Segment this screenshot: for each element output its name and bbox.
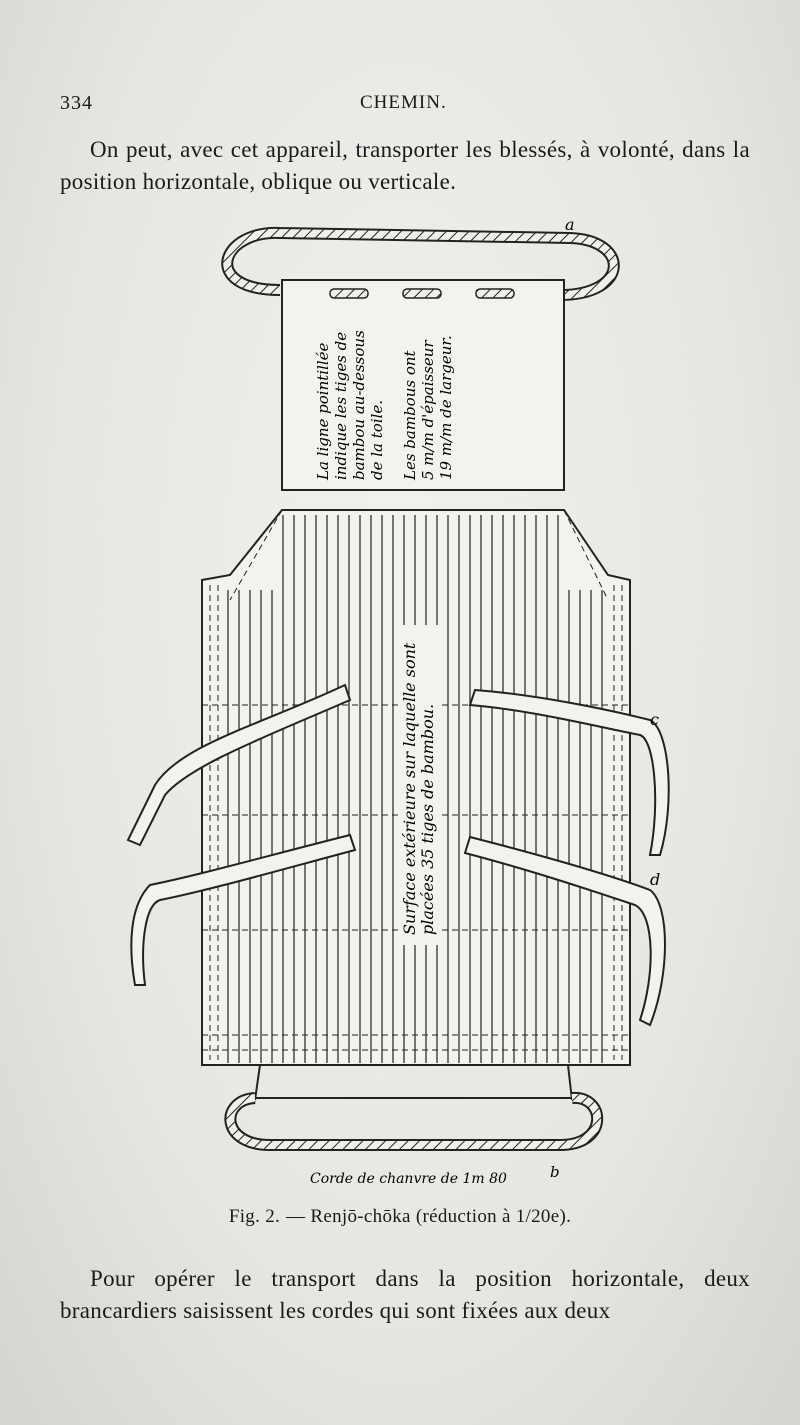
label-d: d [650, 870, 661, 889]
page-header [60, 92, 750, 122]
stretcher-diagram [110, 205, 690, 1195]
note-dotted-line-1: La ligne pointillée [314, 342, 332, 480]
note-dotted-line-3: bambou au-dessous [350, 330, 368, 480]
note-dotted-line-4: de la toile. [368, 399, 386, 480]
note-bamboo [401, 335, 455, 481]
note-surface-1: Surface extérieure sur laquelle sont [400, 642, 419, 935]
running-head: CHEMIN. [360, 92, 447, 113]
caption-text: — Renjō-chōka (réduction à 1/20e). [286, 1206, 572, 1227]
caption-label: Fig. 2. [228, 1206, 281, 1227]
rope-slots [330, 289, 514, 298]
label-a: a [565, 215, 575, 234]
rope-label: Corde de chanvre de 1m 80 [310, 1171, 507, 1187]
figure-caption [0, 1206, 800, 1228]
note-bamboo-3: 19 m/m de largeur. [437, 335, 455, 480]
note-bamboo-2: 5 m/m d'épaisseur [419, 340, 437, 480]
paragraph-transport: Pour opérer le transport dans la position horizontale, deux brancardiers saisissent les cordes qui sont fixées aux deux [60, 1266, 750, 1323]
note-bamboo-1: Les bambous ont [401, 350, 419, 480]
note-dotted-line-2: indique les tiges de [332, 331, 350, 480]
paragraph-intro: On peut, avec cet appareil, transporter les blessés, à volonté, dans la position horizontale, oblique ou verticale. [60, 137, 750, 194]
figure-renjo-choka [110, 205, 690, 1195]
label-b: b [550, 1163, 560, 1181]
page-number: 334 [60, 92, 93, 114]
label-c: c [650, 710, 659, 729]
bottom-rope-loop [230, 1098, 597, 1145]
note-surface-2: placées 35 tiges de bambou. [418, 703, 437, 935]
